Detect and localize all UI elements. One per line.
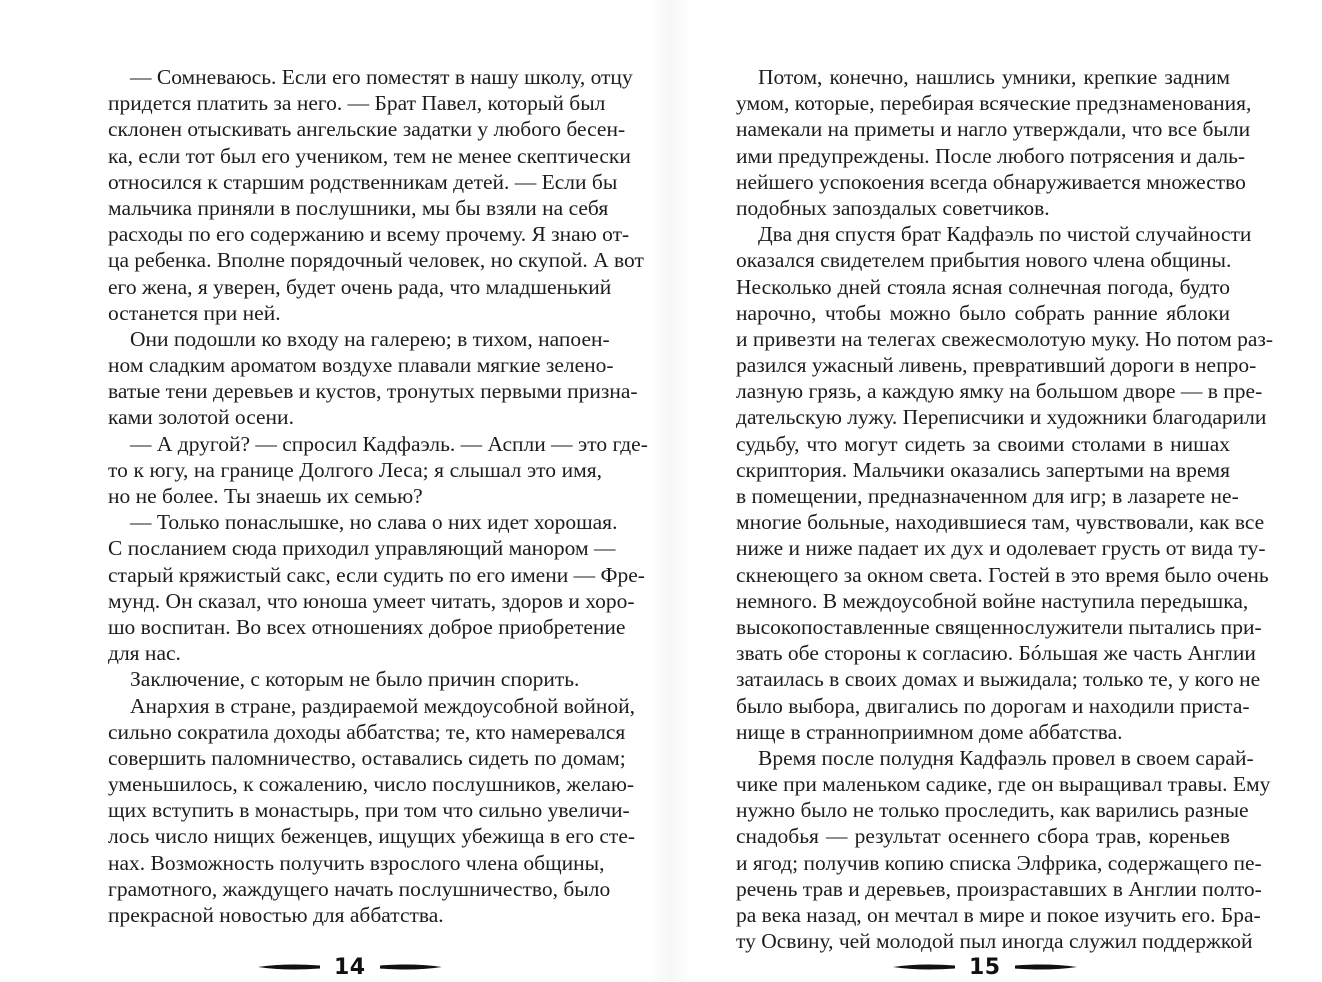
text-line: нужно было не только проследить, как варились разные [736, 798, 1249, 823]
text-line: — Сомневаюсь. Если его поместят в нашу школу, отцу [130, 65, 633, 89]
page-gutter [650, 0, 690, 981]
right-page-footer [893, 952, 1077, 982]
text-line: останется при ней. [108, 300, 281, 325]
text-line: — Только понаслышке, но слава о них идет хорошая. [130, 510, 618, 535]
text-line: речень трав и деревьев, произраставших в Англии полто- [736, 876, 1262, 901]
text-line: скнеющего за окном света. Гостей в это время было очень [736, 562, 1269, 587]
text-line: придется платить за него. — Брат Павел, который был [108, 91, 606, 116]
text-line: но не более. Ты знаешь их семью? [108, 484, 423, 508]
text-line: то к югу, на границе Долгого Леса; я слышал это имя, [108, 457, 602, 482]
arrow-right-ornament-icon [1015, 961, 1077, 973]
text-line: и ягод; получив копию списка Элфрика, содержащего пе- [736, 850, 1262, 875]
text-line: Два дня спустя брат Кадфаэль по чистой случайности [758, 222, 1252, 247]
text-line: ном сладким ароматом воздухе плавали мягкие зелено- [108, 353, 614, 378]
text-line: скриптория. Мальчики оказались запертыми на время [736, 457, 1230, 482]
text-line: умом, которые, перебирая всяческие предзнаменования, [736, 91, 1252, 116]
text-line: сильно сократила доходы аббатства; те, кто намеревался [108, 719, 626, 744]
text-line: склонен отыскивать ангельские задатки у любого бесен- [108, 117, 626, 142]
page-number-right: 15 [969, 954, 1001, 980]
text-line: его жена, я уверен, будет очень рада, что младшенький [108, 274, 612, 299]
text-line: расходы по его содержанию и всему прочему. Я знаю от- [108, 222, 630, 247]
text-line: подобных запоздалых советчиков. [736, 195, 1050, 220]
text-line: затаилась в своих домах и выжидала; только те, у кого не [736, 667, 1261, 692]
text-line: Несколько дней стояла ясная солнечная погода, будто [736, 274, 1230, 299]
text-line: нище в странноприимном доме аббатства. [736, 719, 1123, 744]
text-line: С посланием сюда приходил управляющий манором — [108, 536, 616, 561]
text-line: оказался свидетелем прибытия нового члена общины. [736, 248, 1232, 273]
text-line: дательскую лужу. Переписчики и художники благодарили [736, 405, 1267, 430]
text-line: шо воспитан. Во всех отношениях доброе приобретение [108, 614, 626, 639]
text-line: нейшего успокоения всегда обнаруживается множество [736, 169, 1246, 194]
text-line: ватые тени деревьев и кустов, тронутых первыми призна- [108, 379, 638, 404]
text-line: щих вступить в монастырь, при том что сильно увеличи- [108, 798, 630, 823]
text-line: старый кряжистый сакс, если судить по его имени — Фре- [108, 562, 645, 587]
text-line: относился к старшим родственникам детей. — Если бы [108, 169, 618, 194]
text-line: прекрасной новостью для аббатства. [108, 903, 444, 927]
text-line: ками золотой осени. [108, 405, 294, 430]
text-line: лазную грязь, а каждую ямку на большом дворе — в пре- [736, 379, 1263, 404]
text-line: уменьшилось, к сожалению, число послушников, желаю- [108, 772, 635, 797]
text-line: Заключение, с которым не было причин спорить. [130, 667, 580, 692]
text-line: нарочно, чтобы можно было собрать ранние яблоки [736, 300, 1230, 325]
text-line: грамотного, жаждущего начать послушничество, было [108, 876, 611, 901]
text-line: ту Освину, чей молодой пыл иногда служил поддержкой [736, 929, 1253, 954]
text-line: ца ребенка. Вполне порядочный человек, но скупой. А вот [108, 248, 644, 273]
text-line: намекали на приметы и нагло утверждали, что все были [736, 117, 1251, 142]
text-line: — А другой? — спросил Кадфаэль. — Аспли — это где- [130, 431, 648, 456]
text-line: и привезти на телегах свежесмолотую муку. Но потом раз- [736, 326, 1274, 351]
page-number-left: 14 [334, 954, 366, 980]
text-line: нах. Возможность получить взрослого члена общины, [108, 850, 605, 875]
text-line: совершить паломничество, оставались сидеть по домам; [108, 745, 626, 770]
text-line: снадобья — результат осеннего сбора трав, кореньев [736, 824, 1230, 849]
text-line: судьбу, что могут сидеть за своими столами в нишах [736, 431, 1230, 456]
text-line: в помещении, предназначенном для игр; в лазарете не- [736, 484, 1239, 508]
text-line: для нас. [108, 641, 181, 666]
text-line: ка, если тот был его учеником, тем не менее скептически [108, 143, 631, 168]
text-line: ими предупреждены. После любого потрясения и даль- [736, 143, 1246, 168]
text-line: было выбора, двигались по дорогам и находили приста- [736, 693, 1250, 718]
text-line: лось число нищих беженцев, ищущих убежища в его сте- [108, 824, 636, 849]
text-line: звать обе стороны к согласию. Бóльшая же часть Англии [736, 641, 1256, 666]
text-line: ниже и ниже падает их дух и одолевает грусть от вида ту- [736, 536, 1266, 561]
text-line: немного. В междоусобной войне наступила передышка, [736, 588, 1249, 613]
text-line: мальчика приняли в послушники, мы бы взяли на себя [108, 195, 609, 220]
text-line: мунд. Он сказал, что юноша умеет читать, здоров и хоро- [108, 588, 635, 613]
text-line: высокопоставленные священнослужители пытались при- [736, 614, 1262, 639]
arrow-left-ornament-icon [893, 961, 955, 973]
text-line: чике при маленьком садике, где он выращивал травы. Ему [736, 772, 1271, 797]
right-page-body [736, 64, 1274, 954]
text-line: разился ужасный ливень, превративший дороги в непро- [736, 353, 1257, 378]
arrow-right-ornament-icon [380, 961, 442, 973]
left-page-footer [258, 952, 442, 982]
text-line: ра века назад, он мечтал в мире и покое изучить его. Бра- [736, 903, 1261, 927]
left-page-body [108, 64, 648, 928]
text-line: Потом, конечно, нашлись умники, крепкие задним [758, 65, 1230, 89]
text-line: Анархия в стране, раздираемой междоусобной войной, [130, 693, 635, 718]
text-line: Они подошли ко входу на галерею; в тихом, напоен- [130, 326, 610, 351]
arrow-left-ornament-icon [258, 961, 320, 973]
text-line: Время после полудня Кадфаэль провел в своем сарай- [758, 745, 1254, 770]
text-line: многие больные, находившиеся там, чувствовали, как все [736, 510, 1265, 535]
